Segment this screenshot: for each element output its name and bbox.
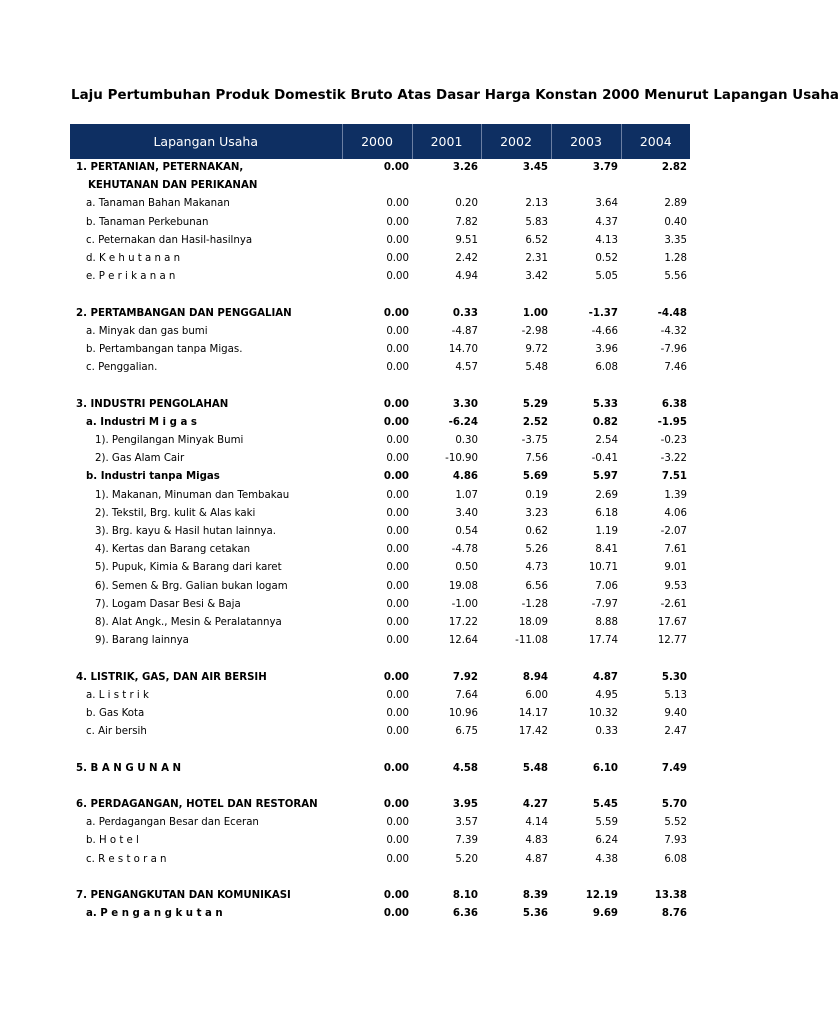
row-label: 9). Barang lainnya — [95, 635, 189, 647]
row-label: c. Air bersih — [86, 726, 147, 738]
value-cell: 0.00 — [386, 598, 409, 610]
value-cell: -2.98 — [521, 325, 548, 337]
row-label: KEHUTANAN DAN PERIKANAN — [88, 180, 258, 192]
row-label: 1). Pengilangan Minyak Bumi — [95, 435, 244, 447]
value-cell: 0.00 — [386, 817, 409, 829]
row-label: 1). Makanan, Minuman dan Tembakau — [95, 489, 290, 501]
value-cell: 7.93 — [664, 835, 687, 847]
value-cell: 3.23 — [525, 507, 548, 519]
table-row — [70, 723, 690, 741]
table-section-row — [70, 669, 690, 687]
value-cell: 13.38 — [654, 890, 687, 902]
value-cell — [342, 177, 412, 195]
table-section-row — [70, 796, 690, 814]
row-label: 8). Alat Angk., Mesin & Peralatannya — [95, 617, 282, 629]
column-header-year: 2002 — [481, 124, 551, 159]
table-row — [70, 505, 690, 523]
row-label: a. Perdagangan Besar dan Eceran — [86, 817, 259, 829]
row-label: 1. PERTANIAN, PETERNAKAN, — [76, 162, 244, 173]
value-cell: 1.00 — [522, 307, 548, 319]
table-section-row — [70, 760, 690, 778]
table-row — [70, 195, 690, 213]
value-cell: 9.72 — [525, 344, 548, 356]
value-cell: 3.42 — [525, 271, 548, 283]
row-label: 2). Gas Alam Cair — [95, 453, 185, 465]
value-cell: 3.96 — [595, 344, 618, 356]
table-row — [70, 232, 690, 250]
value-cell: 0.54 — [455, 526, 478, 538]
table-section-row — [70, 305, 690, 323]
value-cell: -11.08 — [515, 635, 548, 647]
value-cell: 10.71 — [588, 562, 618, 574]
table-row — [70, 523, 690, 541]
value-cell: 0.00 — [386, 708, 409, 720]
value-cell — [551, 177, 621, 195]
value-cell: 0.00 — [386, 635, 409, 647]
value-cell: 8.10 — [452, 890, 478, 902]
value-cell: 5.36 — [522, 908, 548, 920]
value-cell: 7.82 — [455, 216, 478, 228]
table-row — [70, 468, 690, 486]
table-row — [70, 341, 690, 359]
value-cell: 0.00 — [383, 762, 409, 774]
value-cell: 0.00 — [386, 234, 409, 246]
row-label: 7). Logam Dasar Besi & Baja — [95, 598, 241, 610]
value-cell: 5.59 — [595, 817, 618, 829]
value-cell: 10.96 — [448, 708, 478, 720]
value-cell: 5.26 — [525, 544, 548, 556]
value-cell: 18.09 — [518, 617, 548, 629]
value-cell: 7.92 — [452, 671, 478, 683]
value-cell: 0.33 — [452, 307, 478, 319]
value-cell: -2.61 — [660, 598, 687, 610]
table-section-row — [70, 159, 690, 177]
table-spacer-row — [70, 286, 690, 304]
value-cell: -7.96 — [660, 344, 687, 356]
value-cell: -2.07 — [660, 526, 687, 538]
value-cell: 8.76 — [661, 908, 687, 920]
value-cell: 10.32 — [588, 708, 618, 720]
row-label: a. Industri M i g a s — [86, 416, 197, 428]
value-cell: 0.00 — [386, 453, 409, 465]
value-cell: 0.82 — [592, 416, 618, 428]
value-cell: 3.35 — [664, 234, 687, 246]
value-cell: 0.00 — [383, 162, 409, 173]
table-row — [70, 632, 690, 650]
row-label: 3). Brg. kayu & Hasil hutan lainnya. — [95, 526, 277, 538]
value-cell: 3.30 — [452, 398, 478, 410]
table-row — [70, 250, 690, 268]
table-row — [70, 359, 690, 377]
value-cell: 3.79 — [592, 162, 618, 173]
table-row — [70, 414, 690, 432]
value-cell: 6.38 — [661, 398, 687, 410]
value-cell: 3.26 — [452, 162, 478, 173]
table-section-row — [70, 396, 690, 414]
value-cell: 7.46 — [664, 362, 687, 374]
value-cell: 7.64 — [455, 689, 478, 701]
value-cell: 6.75 — [455, 726, 478, 738]
row-label: 2). Tekstil, Brg. kulit & Alas kaki — [95, 507, 256, 519]
value-cell: -1.28 — [521, 598, 548, 610]
value-cell: -0.23 — [660, 435, 687, 447]
table-section-row — [70, 887, 690, 905]
row-label: 7. PENGANGKUTAN DAN KOMUNIKASI — [76, 890, 291, 902]
table-row — [70, 814, 690, 832]
value-cell: 6.08 — [664, 853, 687, 865]
value-cell: 2.31 — [525, 253, 548, 265]
value-cell: 0.00 — [383, 307, 409, 319]
value-cell — [412, 177, 481, 195]
value-cell: 12.19 — [585, 890, 618, 902]
value-cell: 0.00 — [386, 617, 409, 629]
value-cell: -10.90 — [445, 453, 478, 465]
value-cell: 9.01 — [664, 562, 687, 574]
value-cell: 0.62 — [525, 526, 548, 538]
row-label: b. Industri tanpa Migas — [86, 471, 220, 483]
value-cell: 7.51 — [661, 471, 687, 483]
value-cell: 6.00 — [525, 689, 548, 701]
column-header-year: 2004 — [621, 124, 690, 159]
value-cell: 2.47 — [664, 726, 687, 738]
value-cell: 14.17 — [518, 708, 548, 720]
table-row — [70, 559, 690, 577]
value-cell: 0.00 — [383, 799, 409, 811]
value-cell: 1.39 — [664, 489, 687, 501]
value-cell: 17.74 — [588, 635, 618, 647]
table-spacer-row — [70, 741, 690, 759]
value-cell: 2.52 — [522, 416, 548, 428]
row-label: a. L i s t r i k — [86, 689, 149, 701]
row-label: b. Tanaman Perkebunan — [86, 216, 209, 228]
value-cell: 9.69 — [592, 908, 618, 920]
value-cell: 0.00 — [386, 835, 409, 847]
value-cell: 5.56 — [664, 271, 687, 283]
value-cell: 17.42 — [518, 726, 548, 738]
column-header-year: 2000 — [342, 124, 412, 159]
value-cell: 0.00 — [386, 271, 409, 283]
value-cell: 0.00 — [383, 471, 409, 483]
value-cell: 5.30 — [661, 671, 687, 683]
value-cell: 0.00 — [386, 253, 409, 265]
value-cell: 4.13 — [595, 234, 618, 246]
value-cell: 0.00 — [386, 362, 409, 374]
value-cell: 0.00 — [383, 416, 409, 428]
value-cell: 17.22 — [448, 617, 478, 629]
row-label: c. Penggalian. — [86, 362, 158, 374]
row-label: a. Minyak dan gas bumi — [86, 325, 208, 337]
value-cell: 12.77 — [657, 635, 687, 647]
row-label: c. Peternakan dan Hasil-hasilnya — [86, 234, 253, 246]
table-body — [70, 159, 690, 923]
table-spacer-row — [70, 869, 690, 887]
value-cell: 4.57 — [455, 362, 478, 374]
value-cell: 4.73 — [525, 562, 548, 574]
row-label: d. K e h u t a n a n — [86, 253, 181, 265]
value-cell: 7.39 — [455, 835, 478, 847]
gdp-growth-table — [70, 124, 690, 923]
value-cell: -4.66 — [591, 325, 618, 337]
row-label: b. Gas Kota — [86, 708, 145, 720]
value-cell: 2.42 — [455, 253, 478, 265]
value-cell: 7.56 — [525, 453, 548, 465]
row-label: 4. LISTRIK, GAS, DAN AIR BERSIH — [76, 671, 267, 683]
value-cell: 2.13 — [525, 198, 548, 210]
row-label: 6). Semen & Brg. Galian bukan logam — [95, 580, 288, 592]
table-row — [70, 851, 690, 869]
value-cell: 4.27 — [522, 799, 548, 811]
value-cell: 5.97 — [592, 471, 618, 483]
value-cell: 0.00 — [386, 689, 409, 701]
value-cell: 17.67 — [657, 617, 687, 629]
table-spacer-row — [70, 778, 690, 796]
value-cell: 6.56 — [525, 580, 548, 592]
spacer-cell — [70, 377, 690, 395]
value-cell: 5.69 — [522, 471, 548, 483]
value-cell: -1.37 — [588, 307, 618, 319]
value-cell: 4.14 — [525, 817, 548, 829]
value-cell: 3.64 — [595, 198, 618, 210]
value-cell: 0.00 — [386, 562, 409, 574]
value-cell: 0.50 — [455, 562, 478, 574]
value-cell: 4.58 — [452, 762, 478, 774]
value-cell: 0.00 — [386, 216, 409, 228]
value-cell: 0.00 — [386, 526, 409, 538]
row-label: 2. PERTAMBANGAN DAN PENGGALIAN — [76, 307, 292, 319]
spacer-cell — [70, 869, 690, 887]
row-label: a. P e n g a n g k u t a n — [86, 908, 223, 920]
value-cell: 0.00 — [383, 398, 409, 410]
value-cell: 0.00 — [386, 507, 409, 519]
table-row — [70, 268, 690, 286]
table-row — [70, 687, 690, 705]
value-cell: 0.00 — [383, 890, 409, 902]
value-cell: 5.33 — [592, 398, 618, 410]
value-cell: 12.64 — [448, 635, 478, 647]
value-cell: 3.95 — [452, 799, 478, 811]
value-cell: 19.08 — [448, 580, 478, 592]
table-spacer-row — [70, 377, 690, 395]
value-cell: 5.13 — [664, 689, 687, 701]
value-cell: 0.00 — [386, 489, 409, 501]
value-cell: -7.97 — [591, 598, 618, 610]
value-cell: 0.00 — [386, 325, 409, 337]
value-cell: 8.88 — [595, 617, 618, 629]
value-cell: -4.78 — [451, 544, 478, 556]
value-cell: 4.37 — [595, 216, 618, 228]
value-cell: 4.38 — [595, 853, 618, 865]
value-cell: 4.87 — [592, 671, 618, 683]
value-cell: 5.20 — [455, 853, 478, 865]
value-cell: 0.00 — [383, 908, 409, 920]
row-label: 5. B A N G U N A N — [76, 762, 182, 774]
table-header — [70, 124, 690, 159]
value-cell: 8.94 — [522, 671, 548, 683]
row-label: 5). Pupuk, Kimia & Barang dari karet — [95, 562, 282, 574]
value-cell: 5.83 — [525, 216, 548, 228]
value-cell: 0.00 — [386, 435, 409, 447]
value-cell: -3.75 — [521, 435, 548, 447]
table-row — [70, 832, 690, 850]
value-cell: 0.00 — [383, 671, 409, 683]
value-cell: 8.39 — [522, 890, 548, 902]
value-cell: 4.95 — [595, 689, 618, 701]
value-cell: 5.70 — [661, 799, 687, 811]
value-cell — [481, 177, 551, 195]
value-cell: 14.70 — [448, 344, 478, 356]
value-cell: 6.52 — [525, 234, 548, 246]
spacer-cell — [70, 286, 690, 304]
table-row — [70, 578, 690, 596]
row-label: c. R e s t o r a n — [86, 853, 167, 865]
value-cell: 0.33 — [595, 726, 618, 738]
value-cell: -0.41 — [591, 453, 618, 465]
value-cell: 0.00 — [386, 544, 409, 556]
value-cell: 4.94 — [455, 271, 478, 283]
table-row — [70, 432, 690, 450]
value-cell: 7.61 — [664, 544, 687, 556]
value-cell: 3.57 — [455, 817, 478, 829]
value-cell: -4.48 — [657, 307, 687, 319]
value-cell: 0.00 — [386, 580, 409, 592]
value-cell: 9.40 — [664, 708, 687, 720]
row-label: b. Pertambangan tanpa Migas. — [86, 344, 243, 356]
value-cell: 5.52 — [664, 817, 687, 829]
table-row — [70, 323, 690, 341]
value-cell: 0.19 — [525, 489, 548, 501]
value-cell: 0.40 — [664, 216, 687, 228]
row-label: 3. INDUSTRI PENGOLAHAN — [76, 398, 229, 410]
value-cell: 2.54 — [595, 435, 618, 447]
value-cell: 6.08 — [595, 362, 618, 374]
table-row — [70, 214, 690, 232]
value-cell: 5.45 — [592, 799, 618, 811]
value-cell: -6.24 — [448, 416, 478, 428]
value-cell: 1.28 — [664, 253, 687, 265]
row-label: 6. PERDAGANGAN, HOTEL DAN RESTORAN — [76, 799, 318, 811]
value-cell: 4.06 — [664, 507, 687, 519]
value-cell: 0.00 — [386, 198, 409, 210]
value-cell: 0.30 — [455, 435, 478, 447]
value-cell: 6.24 — [595, 835, 618, 847]
value-cell: 6.36 — [452, 908, 478, 920]
table-row — [70, 905, 690, 923]
value-cell: 0.00 — [386, 344, 409, 356]
value-cell: 1.19 — [595, 526, 618, 538]
table-row — [70, 450, 690, 468]
value-cell — [621, 177, 690, 195]
value-cell: 7.06 — [595, 580, 618, 592]
value-cell: 9.51 — [455, 234, 478, 246]
value-cell: 0.52 — [595, 253, 618, 265]
table-row — [70, 177, 690, 195]
value-cell: -4.32 — [660, 325, 687, 337]
value-cell: -1.00 — [451, 598, 478, 610]
spacer-cell — [70, 741, 690, 759]
value-cell: 0.20 — [455, 198, 478, 210]
row-label: b. H o t e l — [86, 835, 139, 847]
value-cell: 5.48 — [525, 362, 548, 374]
value-cell: 9.53 — [664, 580, 687, 592]
column-header-year: 2001 — [412, 124, 481, 159]
value-cell: 0.00 — [386, 726, 409, 738]
value-cell: -4.87 — [451, 325, 478, 337]
column-header-year: 2003 — [551, 124, 621, 159]
value-cell: 2.69 — [595, 489, 618, 501]
value-cell: 6.18 — [595, 507, 618, 519]
value-cell: 5.48 — [522, 762, 548, 774]
row-label: 4). Kertas dan Barang cetakan — [95, 544, 251, 556]
value-cell: 2.82 — [661, 162, 687, 173]
value-cell: 0.00 — [386, 853, 409, 865]
value-cell: -1.95 — [657, 416, 687, 428]
value-cell: 3.40 — [455, 507, 478, 519]
value-cell: 4.83 — [525, 835, 548, 847]
page-title: Laju Pertumbuhan Produk Domestik Bruto Atas Dasar Harga Konstan 2000 Menurut Lapangan Usaha — [71, 88, 839, 103]
table-spacer-row — [70, 650, 690, 668]
spacer-cell — [70, 650, 690, 668]
value-cell: 1.07 — [455, 489, 478, 501]
column-header-sector: Lapangan Usaha — [70, 124, 342, 159]
row-label: e. P e r i k a n a n — [86, 271, 176, 283]
table-row — [70, 614, 690, 632]
value-cell: 6.10 — [592, 762, 618, 774]
table-row — [70, 705, 690, 723]
value-cell: -3.22 — [660, 453, 687, 465]
value-cell: 8.41 — [595, 544, 618, 556]
table-row — [70, 487, 690, 505]
value-cell: 4.86 — [452, 471, 478, 483]
table-row — [70, 541, 690, 559]
value-cell: 3.45 — [522, 162, 548, 173]
value-cell: 2.89 — [664, 198, 687, 210]
row-label: a. Tanaman Bahan Makanan — [86, 198, 230, 210]
table-row — [70, 596, 690, 614]
value-cell: 5.05 — [595, 271, 618, 283]
value-cell: 7.49 — [661, 762, 687, 774]
value-cell: 5.29 — [522, 398, 548, 410]
value-cell: 4.87 — [525, 853, 548, 865]
spacer-cell — [70, 778, 690, 796]
